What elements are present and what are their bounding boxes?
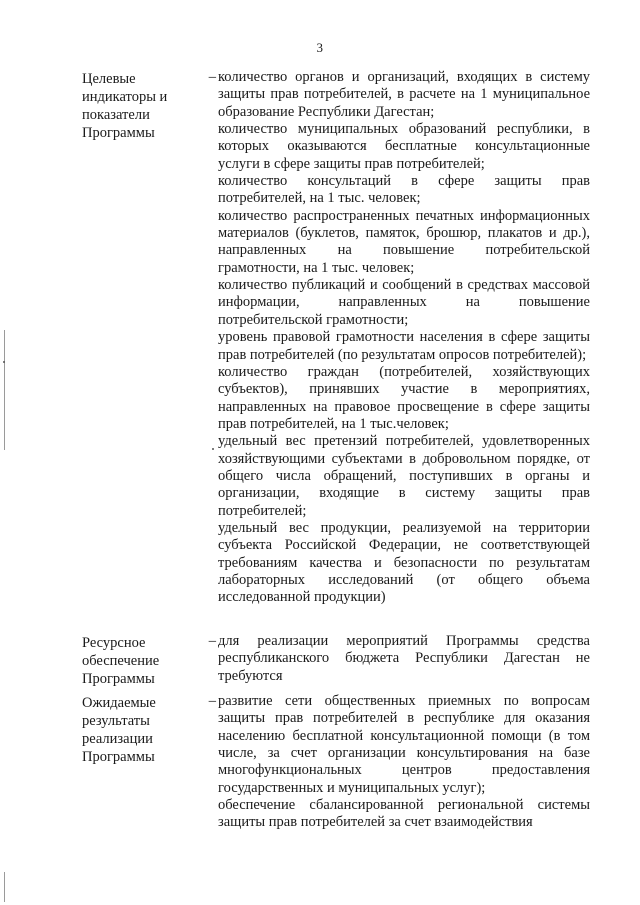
paragraph: развитие сети общественных приемных по вопросам защиты прав потребителей в республике для оказания населению бесплатной консультационной помощи (в том числе, за счет организации консультирования на базе многофункциональных центров предоставления государственных и муниципальных услуг); bbox=[218, 693, 590, 796]
paragraph: количество органов и организаций, входящих в систему защиты прав потребителей, в расчете на 1 муниципальное образование Республики Дагестан; bbox=[218, 69, 590, 120]
row-label: Целевые индикаторы и показатели Программы bbox=[82, 71, 168, 141]
row-resource-support bbox=[82, 633, 592, 693]
paragraph: обеспечение сбалансированной региональной системы защиты прав потребителей за счет взаимодействия bbox=[218, 797, 590, 831]
row-content bbox=[218, 633, 590, 685]
paragraph: для реализации мероприятий Программы средства республиканского бюджета Республики Дагестан не требуются bbox=[218, 633, 590, 684]
scan-speck bbox=[3, 361, 5, 363]
paragraph: количество муниципальных образований республики, в которых оказываются бесплатные консультационные услуги в сфере защиты прав потребителей; bbox=[218, 121, 590, 172]
scan-edge-mark bbox=[4, 872, 5, 902]
row-content bbox=[218, 693, 590, 832]
dash-separator: – bbox=[208, 633, 216, 649]
paragraph: удельный вес претензий потребителей, удовлетворенных хозяйствующими субъектами в добровольном порядке, от общего числа обращений, поступивших в органы и организации, входящие в систему защиты прав потребителей; bbox=[218, 433, 590, 519]
row-expected-results bbox=[82, 693, 592, 832]
paragraph: количество распространенных печатных информационных материалов (буклетов, памяток, брошюр, плакатов и др.), направленных на повышение потребительской грамотности, на 1 тыс. человек; bbox=[218, 207, 590, 276]
paragraph: количество граждан (потребителей, хозяйствующих субъектов), принявших участие в мероприятиях, направленных на правовое просвещение в сфере защиты прав потребителей, на 1 тыс.человек; bbox=[218, 363, 590, 432]
row-label: Ресурсное обеспечение Программы bbox=[82, 635, 160, 687]
paragraph: количество публикаций и сообщений в средствах массовой информации, направленных на повышение потребительской грамотности; bbox=[218, 277, 590, 328]
paragraph: уровень правовой грамотности населения в сфере защиты прав потребителей (по результатам опросов потребителей); bbox=[218, 329, 590, 363]
scan-edge-mark bbox=[4, 330, 5, 450]
row-content bbox=[218, 69, 590, 607]
dash-separator: – bbox=[208, 69, 216, 85]
paragraph: количество консультаций в сфере защиты прав потребителей, на 1 тыс. человек; bbox=[218, 173, 590, 207]
dash-separator: – bbox=[208, 693, 216, 709]
page-number: 3 bbox=[316, 40, 324, 55]
program-passport-table bbox=[82, 69, 592, 832]
row-label: Ожидаемые результаты реализации Программы bbox=[82, 695, 156, 765]
scan-speck bbox=[212, 448, 214, 450]
row-target-indicators bbox=[82, 69, 592, 633]
paragraph: удельный вес продукции, реализуемой на территории субъекта Российской Федерации, не соответствующей требованиям качества и безопасности по результатам лабораторных исследований (от общего объема исследованной продукции) bbox=[218, 519, 590, 606]
